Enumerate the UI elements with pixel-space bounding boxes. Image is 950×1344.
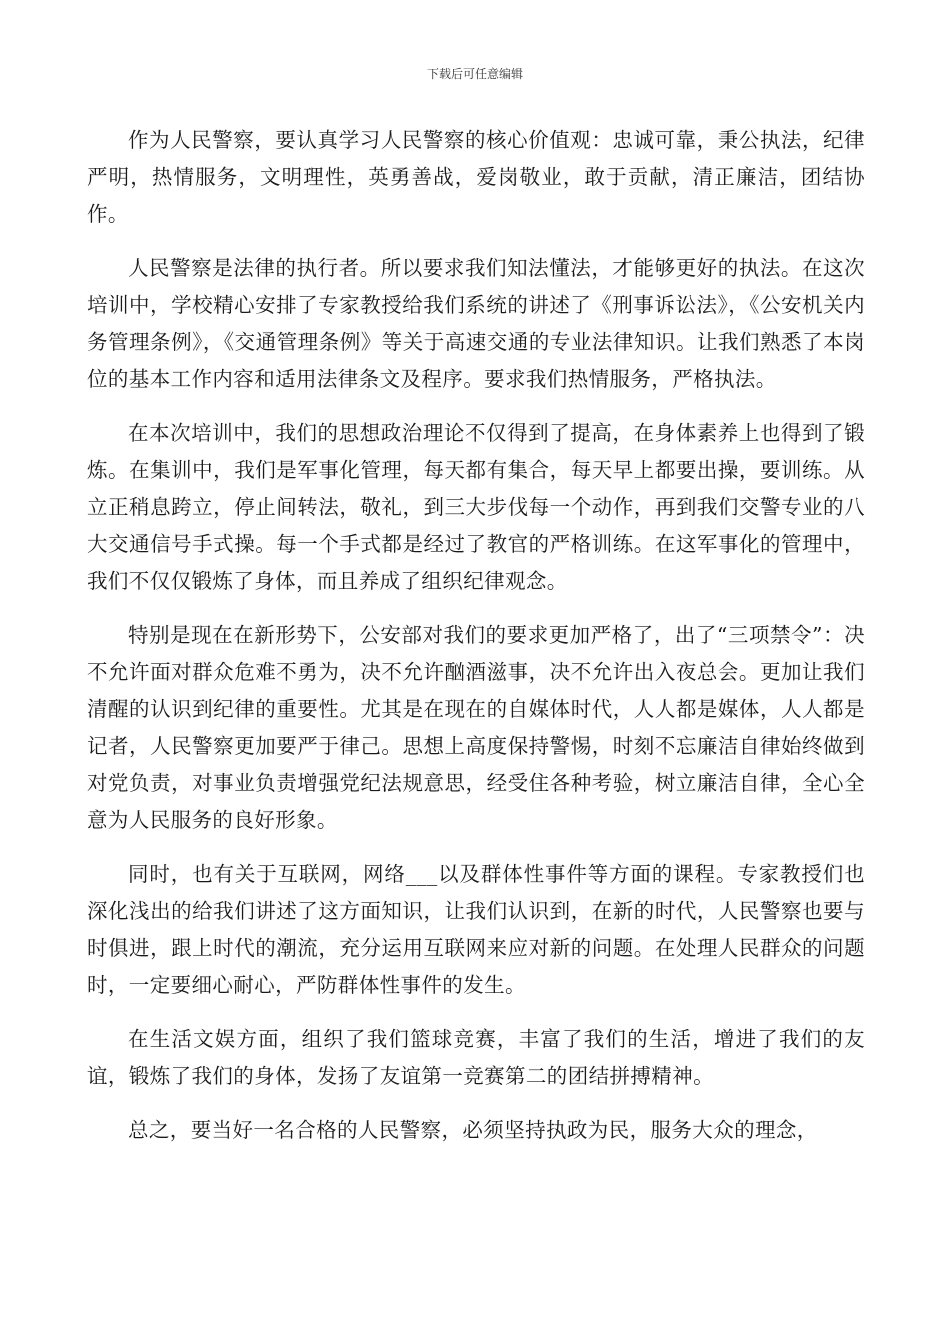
document-body bbox=[87, 122, 865, 1166]
paragraph-three-prohibitions: 特别是现在在新形势下，公安部对我们的要求更加严格了，出了“三项禁令”：决不允许面对群众危难不勇为，决不允许酗酒滋事，决不允许出入夜总会。更加让我们清醒的认识到纪律的重要性。尤其是在现在的自媒体时代，人人都是媒体，人人都是记者，人民警察更加要严于律己。思想上高度保持警惕，时刻不忘廉洁自律始终做到对党负责，对事业负责增强党纪法规意思，经受住各种考验，树立廉洁自律，全心全意为人民服务的良好形象。 bbox=[87, 623, 865, 832]
page-header: 下载后可任意编辑 bbox=[426, 67, 523, 81]
paragraph-recreation: 在生活文娱方面，组织了我们篮球竞赛，丰富了我们的生活，增进了我们的友谊，锻炼了我们的身体，发扬了友谊第一竞赛第二的团结拼搏精神。 bbox=[87, 1027, 865, 1088]
paragraph-core-values: 作为人民警察，要认真学习人民警察的核心价值观：忠诚可靠，秉公执法，纪律严明，热情服务，文明理性，英勇善战，爱岗敬业，敢于贡献，清正廉洁，团结协作。 bbox=[87, 128, 865, 226]
paragraph-internet-course: 同时，也有关于互联网，网络___以及群体性事件等方面的课程。专家教授们也深化浅出的给我们讲述了这方面知识，让我们认识到，在新的时代，人民警察也要与时俱进，跟上时代的潮流，充分运用互联网来应对新的问题。在处理人民群众的问题时，一定要细心耐心，严防群体性事件的发生。 bbox=[87, 862, 865, 997]
paragraph-law-training: 人民警察是法律的执行者。所以要求我们知法懂法，才能够更好的执法。在这次培训中，学校精心安排了专家教授给我们系统的讲述了《刑事诉讼法》，《公安机关内务管理条例》，《交通管理条例》等关于高速交通的专业法律知识。让我们熟悉了本岗位的基本工作内容和适用法律条文及程序。要求我们热情服务，严格执法。 bbox=[87, 256, 865, 391]
paragraph-physical-training: 在本次培训中，我们的思想政治理论不仅得到了提高，在身体素养上也得到了锻炼。在集训中，我们是军事化管理，每天都有集合，每天早上都要出操，要训练。从立正稍息跨立，停止间转法，敬礼，到三大步伐每一个动作，再到我们交警专业的八大交通信号手式操。每一个手式都是经过了教官的严格训练。在这军事化的管理中，我们不仅仅锻炼了身体，而且养成了组织纪律观念。 bbox=[87, 421, 865, 593]
paragraph-conclusion: 总之，要当好一名合格的人民警察，必须坚持执政为民，服务大众的理念， bbox=[128, 1118, 818, 1142]
